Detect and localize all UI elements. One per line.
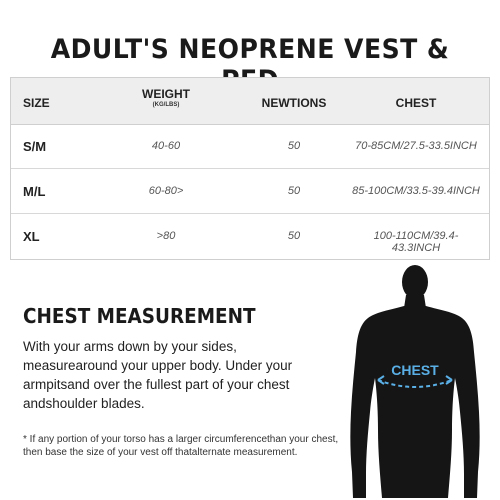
table-row	[11, 214, 489, 259]
header-weight-unit: (KG/LBS)	[152, 102, 180, 108]
size-cell: S/M	[23, 139, 47, 154]
table-header-row	[11, 78, 489, 125]
chest-measurement-heading: CHEST MEASUREMENT	[23, 304, 256, 328]
body-silhouette-figure	[340, 262, 490, 498]
body-silhouette-icon	[350, 265, 479, 498]
size-cell: M/L	[23, 184, 46, 199]
chest-cell: 70-85CM/27.5-33.5INCH	[355, 140, 477, 152]
newtions-cell: 50	[287, 185, 301, 197]
header-size: SIZE	[23, 96, 50, 110]
header-newtions: NEWTIONS	[261, 96, 327, 110]
newtions-cell: 50	[287, 140, 301, 152]
size-chart-table	[10, 77, 490, 260]
weight-cell: 40-60	[151, 140, 181, 152]
chest-cell: 100-110CM/39.4-43.3INCH	[373, 230, 459, 254]
table-row	[11, 124, 489, 169]
weight-cell: 60-80>	[148, 185, 184, 197]
newtions-cell: 50	[287, 230, 301, 242]
measurement-footnote: * If any portion of your torso has a larger circumferencethan your chest, then base the size of your vest off thatalternate measurement.	[23, 434, 339, 458]
header-chest: CHEST	[395, 96, 437, 110]
table-row	[11, 169, 489, 214]
header-weight: WEIGHT	[142, 87, 190, 101]
page-title: ADULT'S NEOPRENE VEST &	[50, 34, 450, 65]
measurement-instructions: With your arms down by your sides, measurearound your upper body. Under your armpitsand over the fullest part of your chest andshoulder blades.	[23, 339, 293, 411]
chest-label: CHEST	[391, 362, 439, 378]
weight-cell: >80	[156, 230, 176, 242]
chest-cell: 85-100CM/33.5-39.4INCH	[352, 185, 480, 197]
size-cell: XL	[23, 229, 40, 244]
